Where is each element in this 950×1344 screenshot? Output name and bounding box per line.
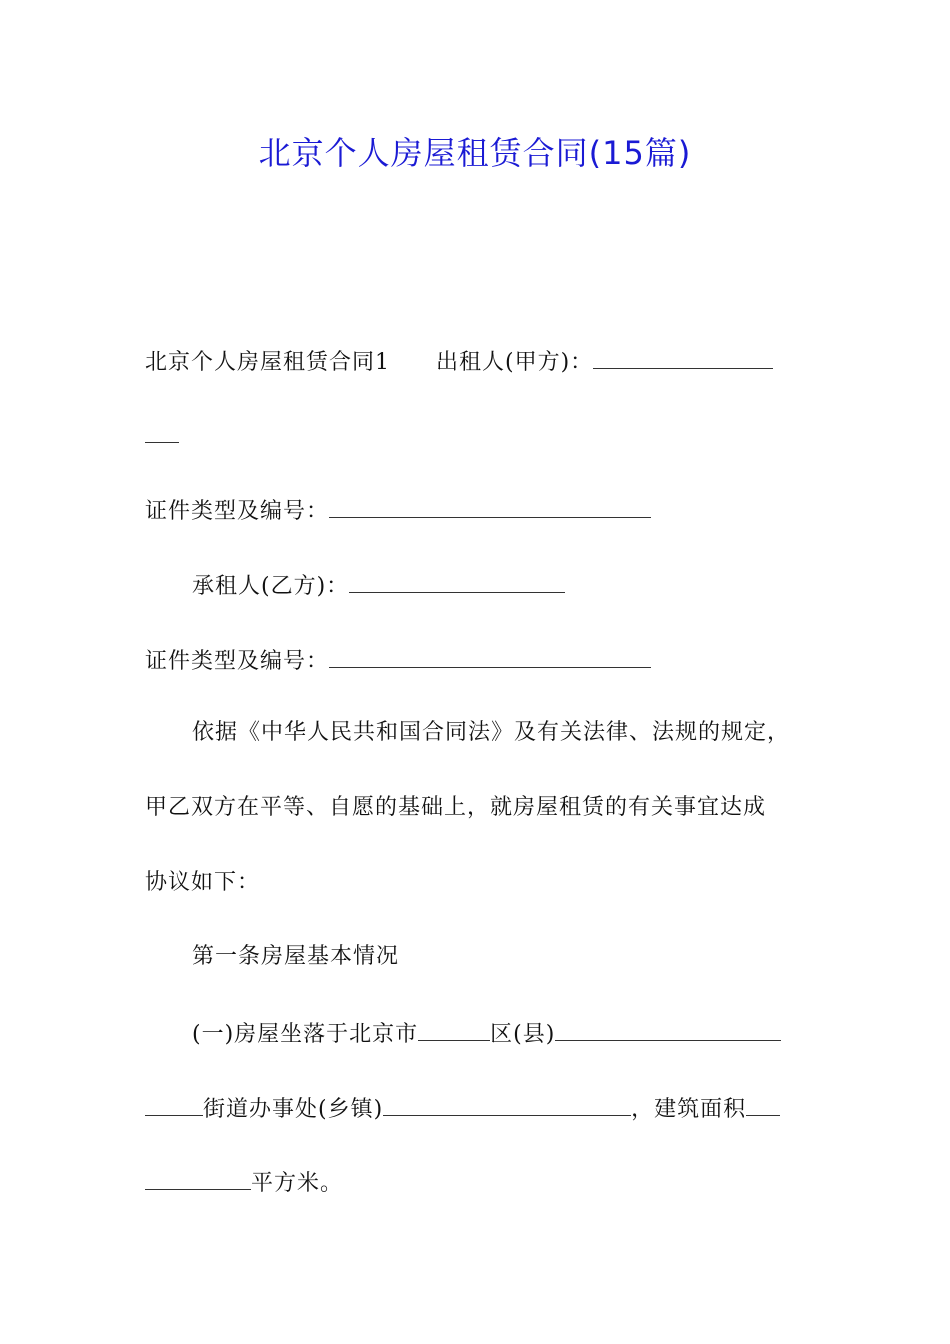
- address-line: [192, 1014, 781, 1053]
- district-blank: [418, 1014, 490, 1041]
- area-blank: [746, 1089, 780, 1116]
- area-label: ，建筑面积: [631, 1097, 747, 1122]
- township-blank: [383, 1089, 631, 1116]
- lessor-label: 出租人(甲方)：: [436, 350, 594, 375]
- lessor-id-blank: [329, 491, 651, 518]
- lessor-blank-continuation: [145, 416, 179, 455]
- lessor-blank: [593, 342, 773, 369]
- paragraph-line: 协议如下：: [145, 870, 261, 895]
- lessee-label: 承租人(乙方)：: [192, 574, 350, 599]
- area-blank-continuation: [145, 1163, 251, 1190]
- district-label: 区(县): [490, 1022, 556, 1047]
- paragraph-line: 依据《中华人民共和国合同法》及有关法律、法规的规定，: [192, 720, 791, 745]
- area-unit-label: 平方米。: [251, 1171, 344, 1196]
- lessee-blank: [349, 566, 565, 593]
- street-line: [145, 1089, 780, 1128]
- lessor-id-label: 证件类型及编号：: [145, 499, 330, 524]
- paragraph-line: 甲乙双方在平等、自愿的基础上，就房屋租赁的有关事宜达成: [145, 795, 767, 820]
- address-blank: [555, 1014, 781, 1041]
- contract-heading-line: [145, 342, 773, 381]
- lessor-blank-end: [145, 416, 179, 443]
- lessee-id-line: [145, 641, 651, 680]
- lessee-id-label: 证件类型及编号：: [145, 649, 330, 674]
- contract-number-label: 北京个人房屋租赁合同1: [145, 350, 390, 375]
- address-city-label: (一)房屋坐落于北京市: [192, 1022, 419, 1047]
- article-heading: 第一条房屋基本情况: [192, 944, 400, 969]
- lessee-line: [192, 566, 565, 605]
- lessor-id-line: [145, 491, 651, 530]
- lessee-id-blank: [329, 641, 651, 668]
- street-label: 街道办事处(乡镇): [203, 1097, 384, 1122]
- document-title: 北京个人房屋租赁合同(15篇): [258, 134, 692, 172]
- street-blank: [145, 1089, 203, 1116]
- area-line: [145, 1163, 343, 1202]
